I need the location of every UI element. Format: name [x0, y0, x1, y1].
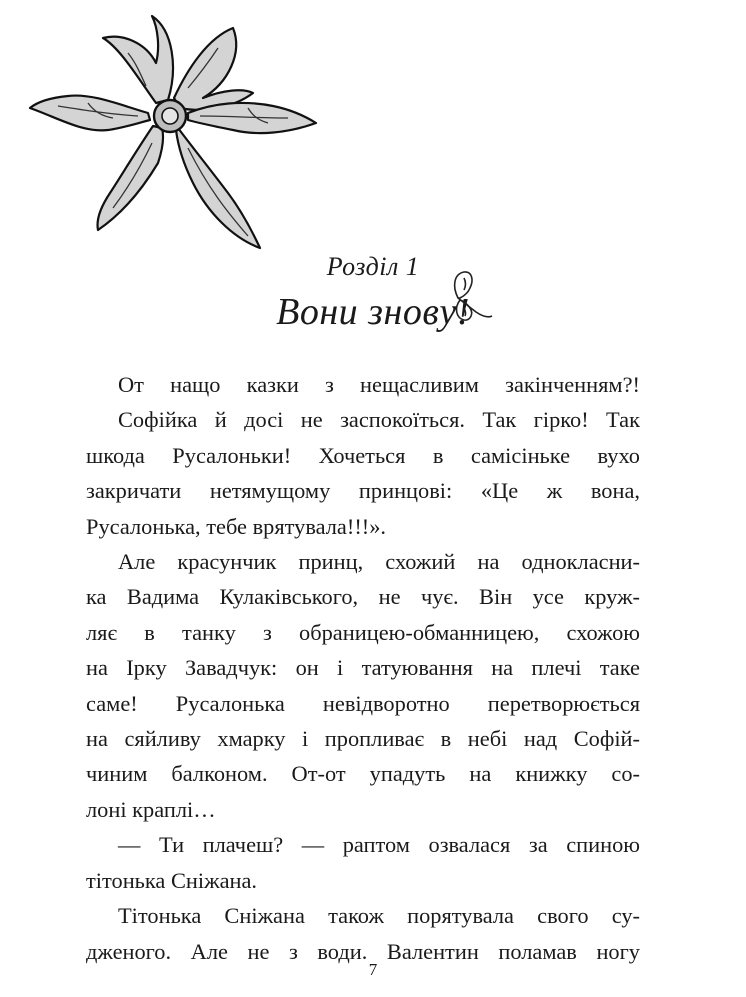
- text-line: Тітонька Сніжана також порятувала свого су-: [118, 903, 640, 929]
- text-line: шкода Русалоньки! Хочеться в самісіньке вухо: [86, 442, 640, 468]
- butterfly-icon: [436, 268, 496, 326]
- text-line: закричати нетямущому принцові: «Це ж вона,: [86, 478, 640, 504]
- text-line: дженого. Але не з води. Валентин поламав ногу: [86, 938, 640, 964]
- text-line: саме! Русалонька невідворотно перетворюється: [86, 690, 640, 716]
- page-number: 7: [368, 960, 378, 979]
- text-line: лоні краплі…: [86, 796, 216, 822]
- body-text: [86, 367, 640, 969]
- text-line: От нащо казки з нещасливим закінченням?!: [118, 372, 640, 397]
- text-line: — Ти плачеш? — раптом озвалася за спиною: [118, 832, 640, 858]
- text-line: чиним балконом. От-от упадуть на книжку со-: [86, 761, 640, 787]
- text-line: тітонька Сніжана.: [86, 867, 258, 893]
- text-line: ляє в танку з обраницею-обманницею, схожою: [86, 619, 640, 645]
- text-line: ка Вадима Кулаківського, не чує. Він усе круж-: [86, 584, 640, 610]
- text-line: Софійка й досі не заспокоїться. Так гірко! Так: [118, 407, 640, 433]
- chapter-title: Вони знову!: [276, 291, 470, 333]
- text-line: на Ірку Завадчук: он і татуювання на плечі таке: [86, 655, 640, 681]
- chapter-label: Розділ 1: [326, 252, 420, 281]
- text-line: Русалонька, тебе врятувала!!!».: [86, 513, 387, 539]
- flower-illustration: [28, 8, 318, 258]
- text-line: Але красунчик принц, схожий на однокласни-: [118, 549, 640, 575]
- text-line: на сяйливу хмарку і пропливає в небі над Софій-: [86, 726, 640, 752]
